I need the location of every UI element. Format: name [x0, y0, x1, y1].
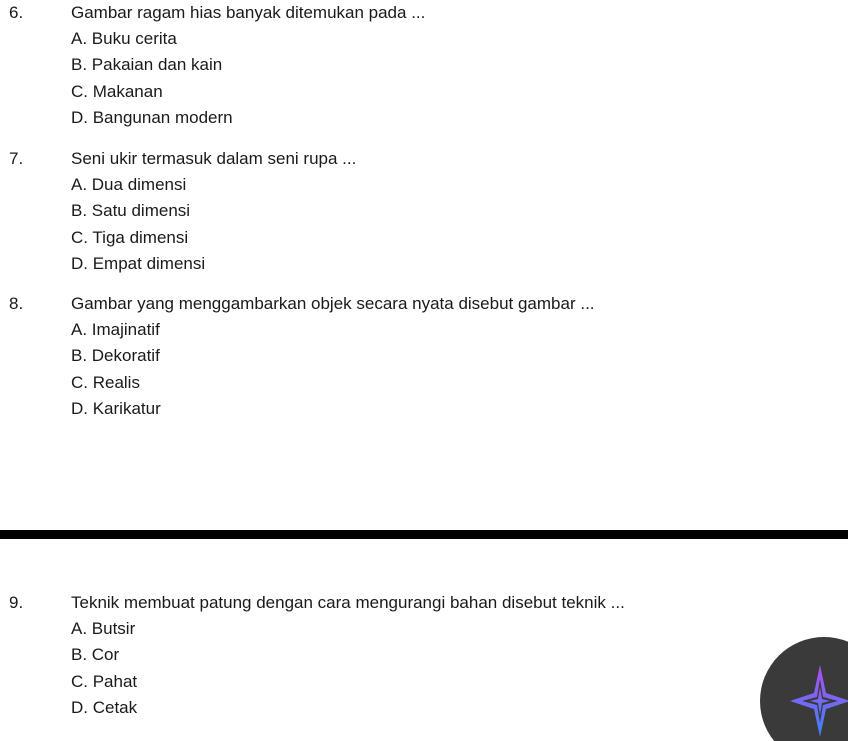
option-d: D. Bangunan modern: [71, 107, 233, 127]
option-c: C. Makanan: [71, 81, 163, 101]
option-a: A. Imajinatif: [71, 320, 160, 339]
option-c: C. Tiga dimensi: [71, 227, 189, 247]
question-number: 9.: [9, 593, 24, 612]
question-text: Seni ukir termasuk dalam seni rupa ...: [71, 149, 357, 168]
question-text: Gambar ragam hias banyak ditemukan pada ...: [71, 3, 426, 22]
question-line: [0, 590, 625, 616]
question-9: [0, 590, 625, 721]
option-c: C. Pahat: [71, 671, 138, 691]
sparkle-star-icon: [790, 661, 848, 741]
question-line: [0, 146, 357, 172]
option-a: A. Butsir: [71, 619, 136, 638]
option-d: D. Empat dimensi: [71, 253, 206, 273]
option-a: A. Buku cerita: [71, 29, 177, 48]
question-6: [0, 0, 426, 131]
question-8: [0, 291, 595, 422]
question-text: Teknik membuat patung dengan cara mengurangi bahan disebut teknik ...: [71, 593, 625, 612]
option-b: B. Cor: [71, 645, 120, 665]
question-line: [0, 0, 426, 26]
option-b: B. Pakaian dan kain: [71, 55, 223, 75]
option-d: D. Karikatur: [71, 398, 161, 418]
option-d: D. Cetak: [71, 697, 138, 717]
question-line: [0, 291, 595, 317]
question-text: Gambar yang menggambarkan objek secara nyata disebut gambar ...: [71, 294, 595, 313]
assistant-button[interactable]: [760, 637, 848, 741]
option-c: C. Realis: [71, 372, 140, 392]
question-7: [0, 146, 357, 277]
option-b: B. Dekoratif: [71, 346, 160, 366]
option-a: A. Dua dimensi: [71, 175, 187, 194]
question-number: 7.: [9, 149, 24, 168]
question-number: 8.: [9, 294, 24, 313]
question-number: 6.: [9, 3, 24, 22]
option-b: B. Satu dimensi: [71, 201, 191, 221]
page-divider: [0, 530, 848, 539]
